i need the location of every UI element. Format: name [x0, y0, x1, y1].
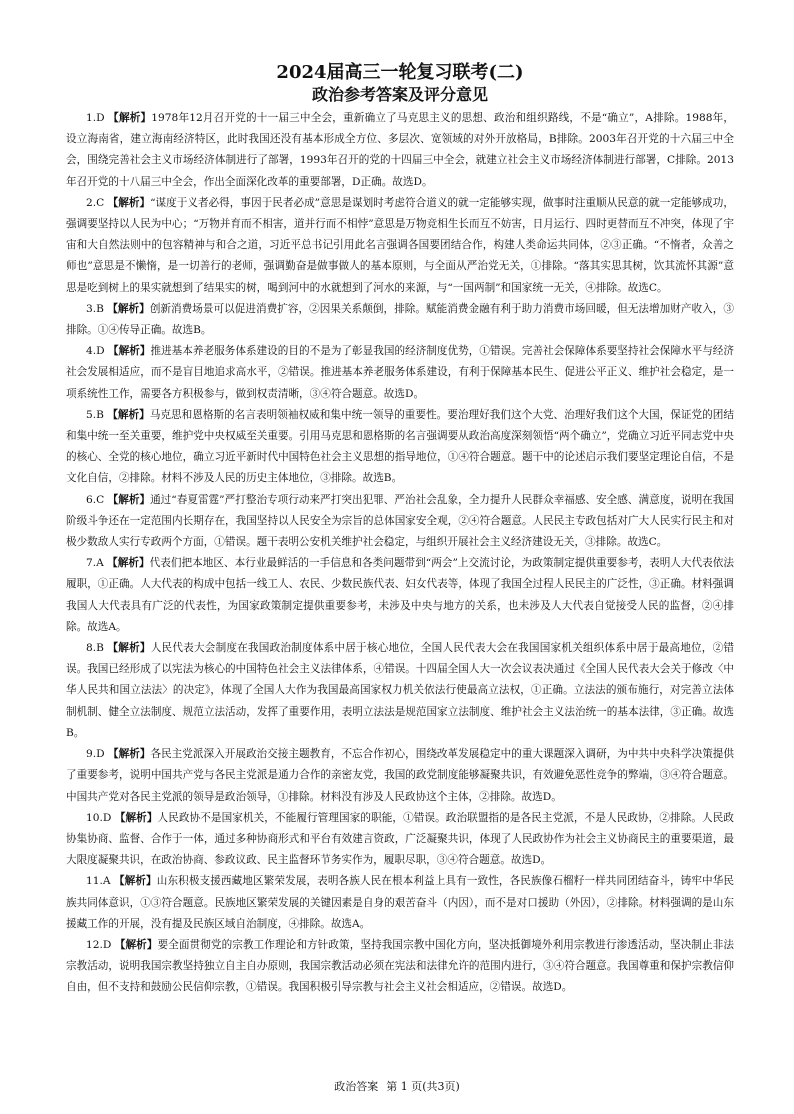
answer-letter: A	[102, 875, 111, 888]
question-number: 6.	[86, 493, 97, 506]
answer-item	[66, 808, 734, 872]
answer-item	[66, 490, 734, 554]
answer-text: 各民主党派深入开展政治交接主题教育，不忘合作初心，围绕改革发展稳定中的重大课题深入调研，为中共中央科学决策提供了重要参考，说明中国共产党与各民主党派是通力合作的亲密友党，我国的政党制度能够凝聚共识，有效避免恶性竞争的弊端，③④符合题意。中国共产党对各民主党派的领导是政治领导，①排除。材料没有涉及人民政协这个主体，②排除。故选D。	[66, 748, 735, 803]
analysis-tag: 【解析】	[107, 557, 150, 570]
analysis-tag: 【解析】	[108, 748, 151, 761]
answer-letter: B	[96, 302, 104, 315]
answer-text: 人民代表大会制度在我国政治制度体系中居于核心地位，全国人民代表大会在我国国家机关组织体系中居于最高地位，②错误。我国已经形成了以宪法为核心的中国特色社会主义法律体系，④错误。十四届全国人大一次会议表决通过《全国人民代表大会关于修改〈中华人民共和国立法法〉的决定》，体现了全国人大作为我国最高国家权力机关依法行使最高立法权，①正确。立法法的颁布施行，对完善立法体制机制、健全立法制度、规范立法活动，发挥了重要作用，表明立法法是规范国家立法制度、维护社会主义法治统一的基本法律，③正确。故选B。	[66, 642, 735, 739]
answer-item	[66, 553, 734, 638]
question-number: 2.	[86, 196, 97, 209]
answer-text: 山东积极支援西藏地区繁荣发展，表明各族人民在根本利益上具有一致性，各民族像石榴籽一样共同团结奋斗，铸牢中华民族共同体意识，①③符合题意。民族地区繁荣发展的关键因素是自身的艰苦奋斗（内因），而不是对口援助（外因），②排除。材料强调的是山东援藏工作的开展，没有提及民族区域自治制度，④排除。故选A。	[66, 875, 735, 930]
answer-text: “谋度于义者必得，事因于民者必成”意思是谋划时考虑符合道义的就一定能够实现，做事时注重顺从民意的就一定能够成功，强调要坚持以人民为中心；“万物并育而不相害，道并行而不相悖”意思是万物竞相生长而互不妨害，日月运行、四时更替而互不冲突，体现了宇宙和大自然法则中的包容精神与和合之道，习近平总书记引用此名言强调各国要团结合作，构建人类命运共同体，②③正确。“不惰者，众善之师也”意思是不懒惰，是一切善行的老师，强调勤奋是做事做人的基本原则，与全面从严治党无关，①排除。“落其实思其树，饮其流怀其源”意思是吃到树上的果实就想到了结果实的树，喝到河中的水就想到了河水的来源，与“一国两制”和国家统一无关，④排除。故选C。	[66, 196, 734, 294]
analysis-tag: 【解析】	[107, 196, 151, 209]
answer-letter: B	[96, 408, 104, 421]
answer-letter: D	[96, 345, 105, 358]
question-number: 10.	[86, 811, 103, 824]
question-number: 12.	[86, 938, 103, 951]
question-number: 3.	[86, 302, 97, 315]
answer-text: 1978年12月召开党的十一届三中全会，重新确立了马克思主义的思想、政治和组织路线，不是“确立”，A排除。1988年，设立海南省，建立海南经济特区，此时我国还没有基本形成全方位、多层次、宽领域的对外开放格局，B排除。2003年召开党的十六届三中全会，围绕完善社会主义市场经济体制进行了部署，1993年召开的党的十四届三中全会，就建立社会主义市场经济体制进行部署，C排除。2013年召开党的十八届三中全会，作出全面深化改革的重要部署，D正确。故选D。	[66, 112, 734, 188]
answer-item	[66, 193, 734, 299]
question-number: 5.	[86, 408, 97, 421]
analysis-tag: 【解析】	[113, 875, 157, 888]
answer-letter: D	[102, 938, 112, 951]
question-number: 9.	[86, 748, 97, 761]
answer-text: 要全面贯彻党的宗教工作理论和方针政策，坚持我国宗教中国化方向，坚决抵御境外利用宗教进行渗透活动，坚决制止非法宗教活动，说明我国宗教坚持独立自主自办原则，我国宗教活动必须在宪法和法律允许的范围内进行，③④符合题意。我国尊重和保护宗教信仰自由，但不支持和鼓励公民信仰宗教，①错误。我国积极引导宗教与社会主义社会相适应，②错误。故选D。	[66, 938, 735, 994]
answer-item	[66, 638, 734, 744]
analysis-tag: 【解析】	[114, 938, 158, 951]
answer-item	[66, 871, 734, 935]
answer-item	[66, 744, 734, 808]
analysis-tag: 【解析】	[114, 811, 158, 824]
answer-text: 推进基本养老服务体系建设的目的不是为了彰显我国的经济制度优势，①错误。完善社会保障体系要坚持社会保障水平与经济社会发展相适应，而不是盲目地追求高水平，②错误。推进基本养老服务体系建设，有利于保障基本民生、促进公平正义、维护社会稳定，是一项系统性工作，需要各方积极参与，做到权责清晰，③④符合题意。故选D。	[66, 345, 735, 400]
answer-text: 代表们把本地区、本行业最鲜活的一手信息和各类问题带到“两会”上交流讨论，为政策制定提供重要参考，表明人大代表依法履职，①正确。人大代表的构成中包括一线工人、农民、少数民族代表、妇女代表等，体现了我国全过程人民民主的广泛性，③正确。材料强调我国人大代表具有广泛的代表性，为国家政策制定提供重要参考，未涉及中央与地方的关系，也未涉及人大代表自觉接受人民的监督，②④排除。故选A。	[66, 557, 735, 633]
analysis-tag: 【解析】	[108, 112, 152, 124]
answer-letter: C	[96, 196, 105, 209]
answer-list	[66, 108, 734, 999]
analysis-tag: 【解析】	[107, 642, 151, 655]
question-number: 4.	[86, 345, 97, 358]
page-footer	[0, 1080, 794, 1094]
question-number: 7.	[86, 557, 97, 570]
answer-text: 创新消费场景可以促进消费扩容，②因果关系颠倒，排除。赋能消费金融有利于助力消费市场回暖，但无法增加财产收入，③排除。①④传导正确。故选B。	[66, 302, 735, 337]
question-number: 1.	[86, 112, 97, 124]
page-number: 第 1 页(共3页)	[386, 1080, 460, 1093]
answer-letter: D	[96, 748, 105, 761]
answer-item	[66, 405, 734, 490]
answer-item	[66, 108, 734, 193]
answer-letter: C	[96, 493, 105, 506]
answer-text: 通过“春夏雷霆”严打整治专项行动来严打突出犯罪、严治社会乱象，全力提升人民群众幸福感、安全感、满意度，说明在我国阶级斗争还在一定范围内长期存在，我国坚持以人民安全为宗旨的总体国家安全观，②④符合题意。人民民主专政包括对广大人民实行民主和对极少数敌人实行专政两个方面，①错误。题干表明公安机关维护社会稳定，与组织开展社会主义经济建设无关，③排除。故选C。	[66, 493, 734, 549]
answer-item	[66, 299, 734, 341]
answer-letter: A	[96, 557, 104, 570]
analysis-tag: 【解析】	[107, 302, 150, 315]
footer-label: 政治答案	[334, 1080, 379, 1093]
answer-text: 人民政协不是国家机关，不能履行管理国家的职能，①错误。政治联盟指的是各民主党派，不是人民政协，②排除。人民政协集协商、监督、合作于一体，通过多种协商形式和平台有效建言资政，广泛凝聚共识，体现了人民政协作为社会主义协商民主的重要渠道，最大限度凝聚共识，在政治协商、参政议政、民主监督环节务实作为，履职尽职，③④符合题意。故选D。	[66, 811, 735, 867]
answer-letter: B	[96, 642, 104, 655]
answer-text: 马克思和恩格斯的名言表明领袖权威和集中统一领导的重要性。要治理好我们这个大党、治理好我们这个大国，保证党的团结和集中统一至关重要，维护党中央权威至关重要。引用马克思和恩格斯的名言强调要从政治高度深刻领悟“两个确立”，党确立习近平同志党中央的核心、全党的核心地位，确立习近平新时代中国特色社会主义思想的指导地位，①④符合题意。题干中的论述启示我们要坚定理论自信，不是文化自信，②排除。材料不涉及人民的历史主体地位，③排除。故选B。	[66, 408, 735, 485]
answer-letter: D	[96, 112, 105, 124]
analysis-tag: 【解析】	[107, 408, 150, 421]
answer-letter: D	[102, 811, 112, 824]
exam-title: 2024届高三一轮复习联考(二)	[276, 62, 524, 83]
answer-item	[66, 935, 734, 999]
analysis-tag: 【解析】	[108, 345, 151, 358]
question-number: 8.	[86, 642, 97, 655]
analysis-tag: 【解析】	[107, 493, 151, 506]
question-number: 11.	[86, 875, 103, 888]
answer-item	[66, 341, 734, 405]
doc-subtitle: 政治参考答案及评分意见	[311, 85, 488, 104]
